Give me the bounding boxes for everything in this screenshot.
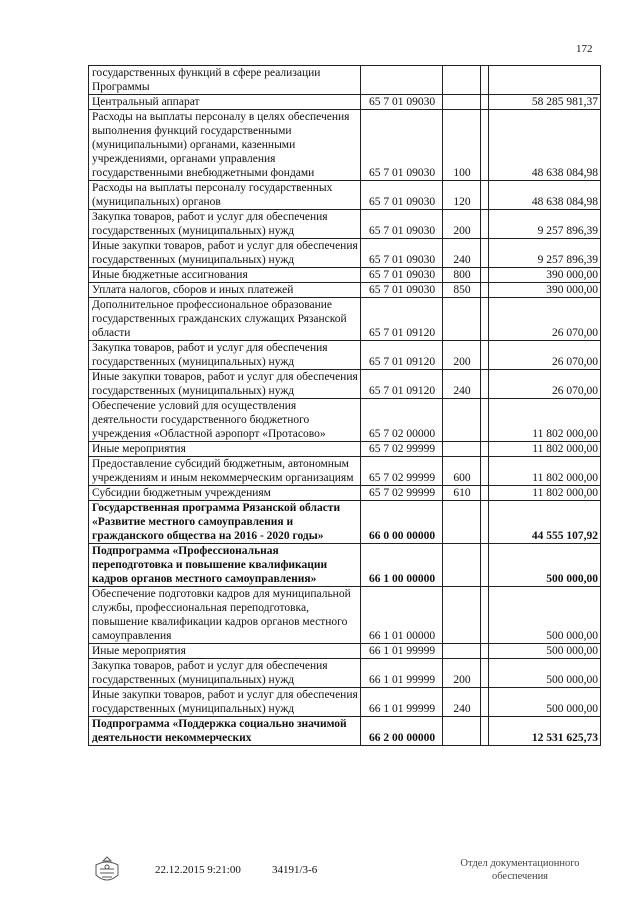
row-name: Иные мероприятия	[89, 442, 361, 457]
row-amount: 58 285 981,37	[489, 95, 601, 110]
row-name: Дополнительное профессиональное образование государственных гражданских служащих Рязанской области	[89, 298, 361, 341]
row-expense-type	[443, 544, 481, 587]
row-code: 66 1 00 00000	[361, 544, 443, 587]
row-code: 65 7 02 99999	[361, 442, 443, 457]
row-expense-type: 200	[443, 659, 481, 688]
budget-table-body	[89, 66, 601, 746]
row-expense-type: 240	[443, 688, 481, 717]
footer-datetime: 22.12.2015 9:21:00	[155, 864, 241, 876]
coat-of-arms-icon	[90, 855, 124, 887]
row-name: Обеспечение подготовки кадров для муниципальной службы, профессиональная переподготовка, повышение квалификации кадров органов местного самоуправления	[89, 587, 361, 644]
row-name: Закупка товаров, работ и услуг для обеспечения государственных (муниципальных) нужд	[89, 341, 361, 370]
table-row	[89, 110, 601, 181]
row-blank	[481, 457, 489, 486]
row-code: 66 2 00 00000	[361, 717, 443, 746]
row-code: 66 1 01 99999	[361, 659, 443, 688]
row-amount: 500 000,00	[489, 587, 601, 644]
footer-doc-number: 34191/3-6	[272, 864, 318, 876]
row-name: Государственная программа Рязанской области «Развитие местного самоуправления и гражданского общества на 2016 - 2020 годы»	[89, 501, 361, 544]
table-row	[89, 239, 601, 268]
table-row	[89, 298, 601, 341]
table-row	[89, 442, 601, 457]
row-name: Закупка товаров, работ и услуг для обеспечения государственных (муниципальных) нужд	[89, 659, 361, 688]
row-blank	[481, 370, 489, 399]
row-expense-type: 240	[443, 239, 481, 268]
row-expense-type: 600	[443, 457, 481, 486]
row-name: Иные закупки товаров, работ и услуг для обеспечения государственных (муниципальных) нужд	[89, 239, 361, 268]
row-name: Подпрограмма «Профессиональная переподготовка и повышение квалификации кадров органов местного самоуправления»	[89, 544, 361, 587]
row-name: Расходы на выплаты персоналу в целях обеспечения выполнения функций государственными (муниципальными) органами, казенными учреждениями, органами управления государственными внебюджетными фондами	[89, 110, 361, 181]
row-name: Иные бюджетные ассигнования	[89, 268, 361, 283]
row-amount: 48 638 084,98	[489, 181, 601, 210]
row-expense-type	[443, 95, 481, 110]
row-amount: 26 070,00	[489, 341, 601, 370]
row-amount: 500 000,00	[489, 544, 601, 587]
row-code: 65 7 02 00000	[361, 399, 443, 442]
table-row	[89, 95, 601, 110]
row-blank	[481, 239, 489, 268]
row-expense-type	[443, 644, 481, 659]
row-amount: 11 802 000,00	[489, 457, 601, 486]
table-row	[89, 688, 601, 717]
row-amount: 11 802 000,00	[489, 442, 601, 457]
table-row	[89, 370, 601, 399]
row-code: 65 7 01 09030	[361, 95, 443, 110]
row-name: Центральный аппарат	[89, 95, 361, 110]
row-amount: 26 070,00	[489, 298, 601, 341]
table-row	[89, 210, 601, 239]
row-name: Расходы на выплаты персоналу государственных (муниципальных) органов	[89, 181, 361, 210]
table-row	[89, 501, 601, 544]
table-row	[89, 659, 601, 688]
row-amount: 11 802 000,00	[489, 399, 601, 442]
row-expense-type: 240	[443, 370, 481, 399]
row-name: Иные закупки товаров, работ и услуг для обеспечения государственных (муниципальных) нужд	[89, 688, 361, 717]
row-blank	[481, 66, 489, 95]
row-amount	[489, 66, 601, 95]
table-row	[89, 587, 601, 644]
row-name: Закупка товаров, работ и услуг для обеспечения государственных (муниципальных) нужд	[89, 210, 361, 239]
budget-table	[88, 65, 601, 746]
row-amount: 48 638 084,98	[489, 110, 601, 181]
row-amount: 390 000,00	[489, 283, 601, 298]
row-code: 65 7 02 99999	[361, 457, 443, 486]
table-row	[89, 283, 601, 298]
row-expense-type	[443, 298, 481, 341]
row-code	[361, 66, 443, 95]
row-expense-type: 850	[443, 283, 481, 298]
table-row	[89, 399, 601, 442]
row-expense-type: 120	[443, 181, 481, 210]
row-amount: 12 531 625,73	[489, 717, 601, 746]
row-expense-type: 100	[443, 110, 481, 181]
row-code: 66 1 01 00000	[361, 587, 443, 644]
row-expense-type: 610	[443, 486, 481, 501]
row-expense-type: 800	[443, 268, 481, 283]
table-row	[89, 181, 601, 210]
row-amount: 390 000,00	[489, 268, 601, 283]
row-code: 65 7 01 09030	[361, 268, 443, 283]
table-row	[89, 66, 601, 95]
row-blank	[481, 95, 489, 110]
row-expense-type	[443, 399, 481, 442]
row-amount: 9 257 896,39	[489, 210, 601, 239]
row-code: 65 7 01 09120	[361, 298, 443, 341]
row-blank	[481, 644, 489, 659]
table-row	[89, 457, 601, 486]
table-row	[89, 268, 601, 283]
row-amount: 26 070,00	[489, 370, 601, 399]
row-amount: 9 257 896,39	[489, 239, 601, 268]
row-amount: 500 000,00	[489, 659, 601, 688]
row-code: 65 7 01 09120	[361, 370, 443, 399]
row-name: Подпрограмма «Поддержка социально значимой деятельности некоммерческих	[89, 717, 361, 746]
row-blank	[481, 298, 489, 341]
table-row	[89, 486, 601, 501]
row-name: Уплата налогов, сборов и иных платежей	[89, 283, 361, 298]
row-blank	[481, 110, 489, 181]
row-amount: 500 000,00	[489, 644, 601, 659]
table-row	[89, 341, 601, 370]
page-number: 172	[576, 43, 593, 55]
row-code: 65 7 01 09030	[361, 283, 443, 298]
row-blank	[481, 442, 489, 457]
row-code: 65 7 01 09030	[361, 210, 443, 239]
row-code: 66 0 00 00000	[361, 501, 443, 544]
row-expense-type	[443, 66, 481, 95]
row-name: Субсидии бюджетным учреждениям	[89, 486, 361, 501]
row-blank	[481, 399, 489, 442]
row-code: 65 7 02 99999	[361, 486, 443, 501]
row-amount: 44 555 107,92	[489, 501, 601, 544]
row-name: Обеспечение условий для осуществления деятельности государственного бюджетного учреждения «Областной аэропорт «Протасово»	[89, 399, 361, 442]
table-row	[89, 717, 601, 746]
row-blank	[481, 688, 489, 717]
table-row	[89, 544, 601, 587]
table-row	[89, 644, 601, 659]
row-blank	[481, 544, 489, 587]
row-blank	[481, 659, 489, 688]
row-name: Иные мероприятия	[89, 644, 361, 659]
footer-department-stamp: Отдел документационного обеспечения	[460, 858, 580, 882]
row-code: 65 7 01 09030	[361, 239, 443, 268]
row-expense-type: 200	[443, 341, 481, 370]
row-expense-type: 200	[443, 210, 481, 239]
row-code: 65 7 01 09030	[361, 181, 443, 210]
row-name: государственных функций в сфере реализации Программы	[89, 66, 361, 95]
row-blank	[481, 717, 489, 746]
row-blank	[481, 501, 489, 544]
row-code: 65 7 01 09120	[361, 341, 443, 370]
row-name: Иные закупки товаров, работ и услуг для обеспечения государственных (муниципальных) нужд	[89, 370, 361, 399]
row-code: 66 1 01 99999	[361, 644, 443, 659]
row-blank	[481, 210, 489, 239]
row-code: 66 1 01 99999	[361, 688, 443, 717]
row-blank	[481, 181, 489, 210]
row-name: Предоставление субсидий бюджетным, автономным учреждениям и иным некоммерческим организациям	[89, 457, 361, 486]
row-blank	[481, 341, 489, 370]
row-expense-type	[443, 442, 481, 457]
row-blank	[481, 283, 489, 298]
row-blank	[481, 268, 489, 283]
row-amount: 500 000,00	[489, 688, 601, 717]
row-blank	[481, 486, 489, 501]
row-expense-type	[443, 717, 481, 746]
row-expense-type	[443, 587, 481, 644]
row-blank	[481, 587, 489, 644]
row-expense-type	[443, 501, 481, 544]
row-amount: 11 802 000,00	[489, 486, 601, 501]
row-code: 65 7 01 09030	[361, 110, 443, 181]
